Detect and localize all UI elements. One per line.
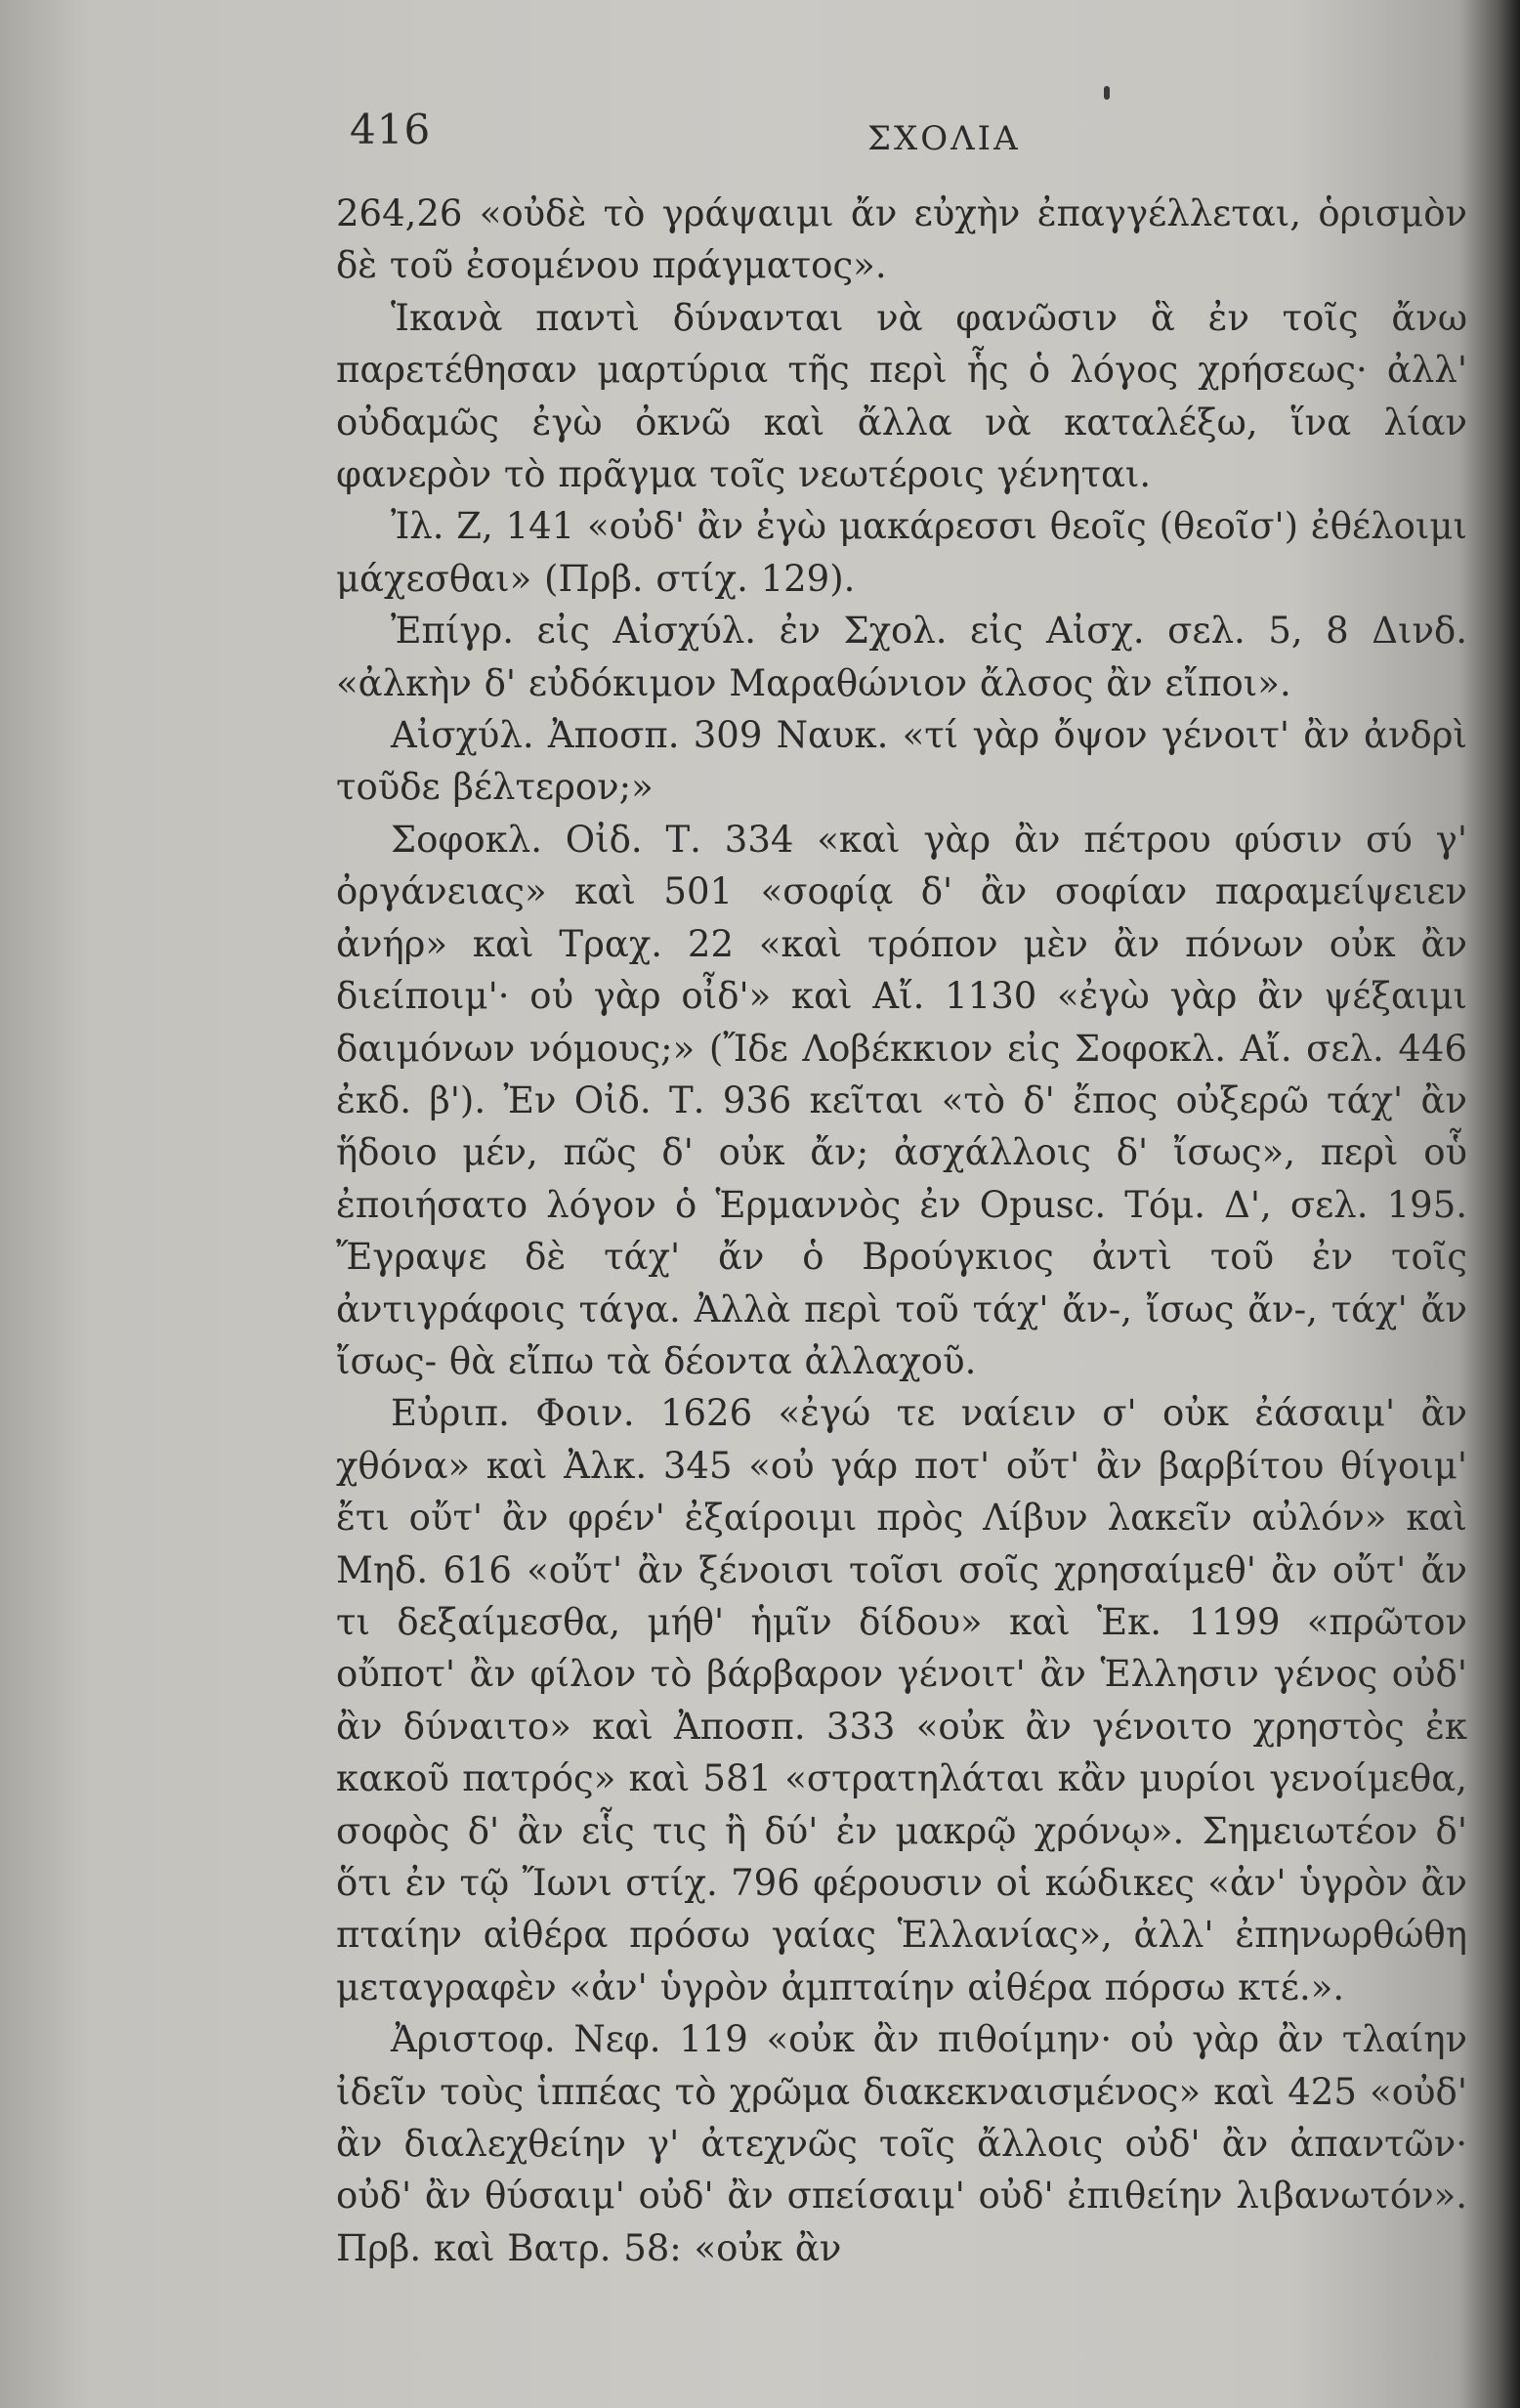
paragraph-4: Ἐπίγρ. εἰς Αἰσχύλ. ἐν Σχολ. εἰς Αἰσχ. σελ. 5, 8 Δινδ. «ἀλκὴν δ' εὐδόκιμον Μαραθώνιον ἄλσος ἂν εἴποι». <box>336 610 1467 704</box>
body-text <box>336 188 1467 2274</box>
paragraph-1: 264,26 «οὐδὲ τὸ γράψαιμι ἄν εὐχὴν ἐπαγγέλλεται, ὁρισμὸν δὲ τοῦ ἐσομένου πράγματος». <box>336 192 1467 287</box>
paragraph-6: Σοφοκλ. Οἰδ. Τ. 334 «καὶ γὰρ ἂν πέτρου φύσιν σύ γ' ὀργάνειας» καὶ 501 «σοφίᾳ δ' ἂν σοφίαν παραμείψειεν ἀνήρ» καὶ Τραχ. 22 «καὶ τρόπον μὲν ἂν πόνων οὐκ ἂν διείποιμ'· οὐ γὰρ οἶδ'» καὶ Αἴ. 1130 «ἐγὼ γὰρ ἂν ψέξαιμι δαιμόνων νόμους;» (Ἴδε Λοβέκκιον εἰς Σοφοκλ. Αἴ. σελ. 446 ἐκδ. β'). Ἐν Οἰδ. Τ. 936 κεῖται «τὸ δ' ἔπος οὐξερῶ τάχ' ἂν ἥδοιο μέν, πῶς δ' οὐκ ἄν; ἀσχάλλοις δ' ἴσως», περὶ οὗ ἐποιήσατο λόγον ὁ Ἑρμαννὸς ἐν Opusc. Τόμ. Δ', σελ. 195. Ἔγραψε δὲ τάχ' ἄν ὁ Βρούγκιος ἀντὶ τοῦ ἐν τοῖς ἀντιγράφοις τάγα. Ἀλλὰ περὶ τοῦ τάχ' ἄν-, ἴσως ἄν-, τάχ' ἄν ἴσως- θὰ εἴπω τὰ δέοντα ἀλλαχοῦ. <box>336 818 1467 1382</box>
paragraph-2: Ἱκανὰ παντὶ δύνανται νὰ φανῶσιν ἃ ἐν τοῖς ἄνω παρετέθησαν μαρτύρια τῆς περὶ ἧς ὁ λόγος χρήσεως· ἀλλ' οὐδαμῶς ἐγὼ ὀκνῶ καὶ ἄλλα νὰ καταλέξω, ἵνα λίαν φανερὸν τὸ πρᾶγμα τοῖς νεωτέροις γένηται. <box>336 296 1467 496</box>
paragraph-5: Αἰσχύλ. Ἀποσπ. 309 Ναυκ. «τί γὰρ ὄψον γένοιτ' ἂν ἀνδρὶ τοῦδε βέλτερον;» <box>336 714 1467 809</box>
page-number: 416 <box>350 106 432 153</box>
running-title: ΣΧΟΛΙΑ <box>867 119 1021 158</box>
paragraph-7: Εὐριπ. Φοιν. 1626 «ἐγώ τε ναίειν σ' οὐκ ἐάσαιμ' ἂν χθόνα» καὶ Ἀλκ. 345 «οὐ γάρ ποτ' οὔτ' ἂν βαρβίτου θίγοιμ' ἔτι οὔτ' ἂν φρέν' ἐξαίροιμι πρὸς Λίβυν λακεῖν αὐλόν» καὶ Μηδ. 616 «οὔτ' ἂν ξένοισι τοῖσι σοῖς χρησαίμεθ' ἂν οὔτ' ἄν τι δεξαίμεσθα, μήθ' ἡμῖν δίδου» καὶ Ἑκ. 1199 «πρῶτον οὔποτ' ἂν φίλον τὸ βάρβαρον γένοιτ' ἂν Ἑλλησιν γένος οὐδ' ἂν δύναιτο» καὶ Ἀποσπ. 333 «οὐκ ἂν γένοιτο χρηστὸς ἐκ κακοῦ πατρός» καὶ 581 «στρατηλάται κἂν μυρίοι γενοίμεθα, σοφὸς δ' ἂν εἷς τις ἢ δύ' ἐν μακρῷ χρόνῳ». Σημειωτέον δ' ὅτι ἐν τῷ Ἴωνι στίχ. 796 φέρουσιν οἱ κώδικες «ἀν' ὑγρὸν ἂν πταίην αἰθέρα πρόσω γαίας Ἑλλανίας», ἀλλ' ἐπηνωρθώθη μεταγραφὲν «ἀν' ὑγρὸν ἀμπταίην αἰθέρα πόρσω κτέ.». <box>336 1392 1467 2008</box>
ink-speck <box>1104 86 1110 100</box>
paragraph-8: Ἀριστοφ. Νεφ. 119 «οὐκ ἂν πιθοίμην· οὐ γὰρ ἂν τλαίην ἰδεῖν τοὺς ἱππέας τὸ χρῶμα διακεκναισμένος» καὶ 425 «οὐδ' ἂν διαλεχθείην γ' ἀτεχνῶς τοῖς ἄλλοις οὐδ' ἂν ἀπαντῶν· οὐδ' ἂν θύσαιμ' οὐδ' ἂν σπείσαιμ' οὐδ' ἐπιθείην λιβανωτόν». Πρβ. καὶ Βατρ. 58: «οὐκ ἂν <box>336 2018 1467 2269</box>
paragraph-3: Ἰλ. Ζ, 141 «οὐδ' ἂν ἐγὼ μακάρεσσι θεοῖς (θεοῖσ') ἐθέλοιμι μάχεσθαι» (Πρβ. στίχ. 129). <box>336 505 1467 600</box>
